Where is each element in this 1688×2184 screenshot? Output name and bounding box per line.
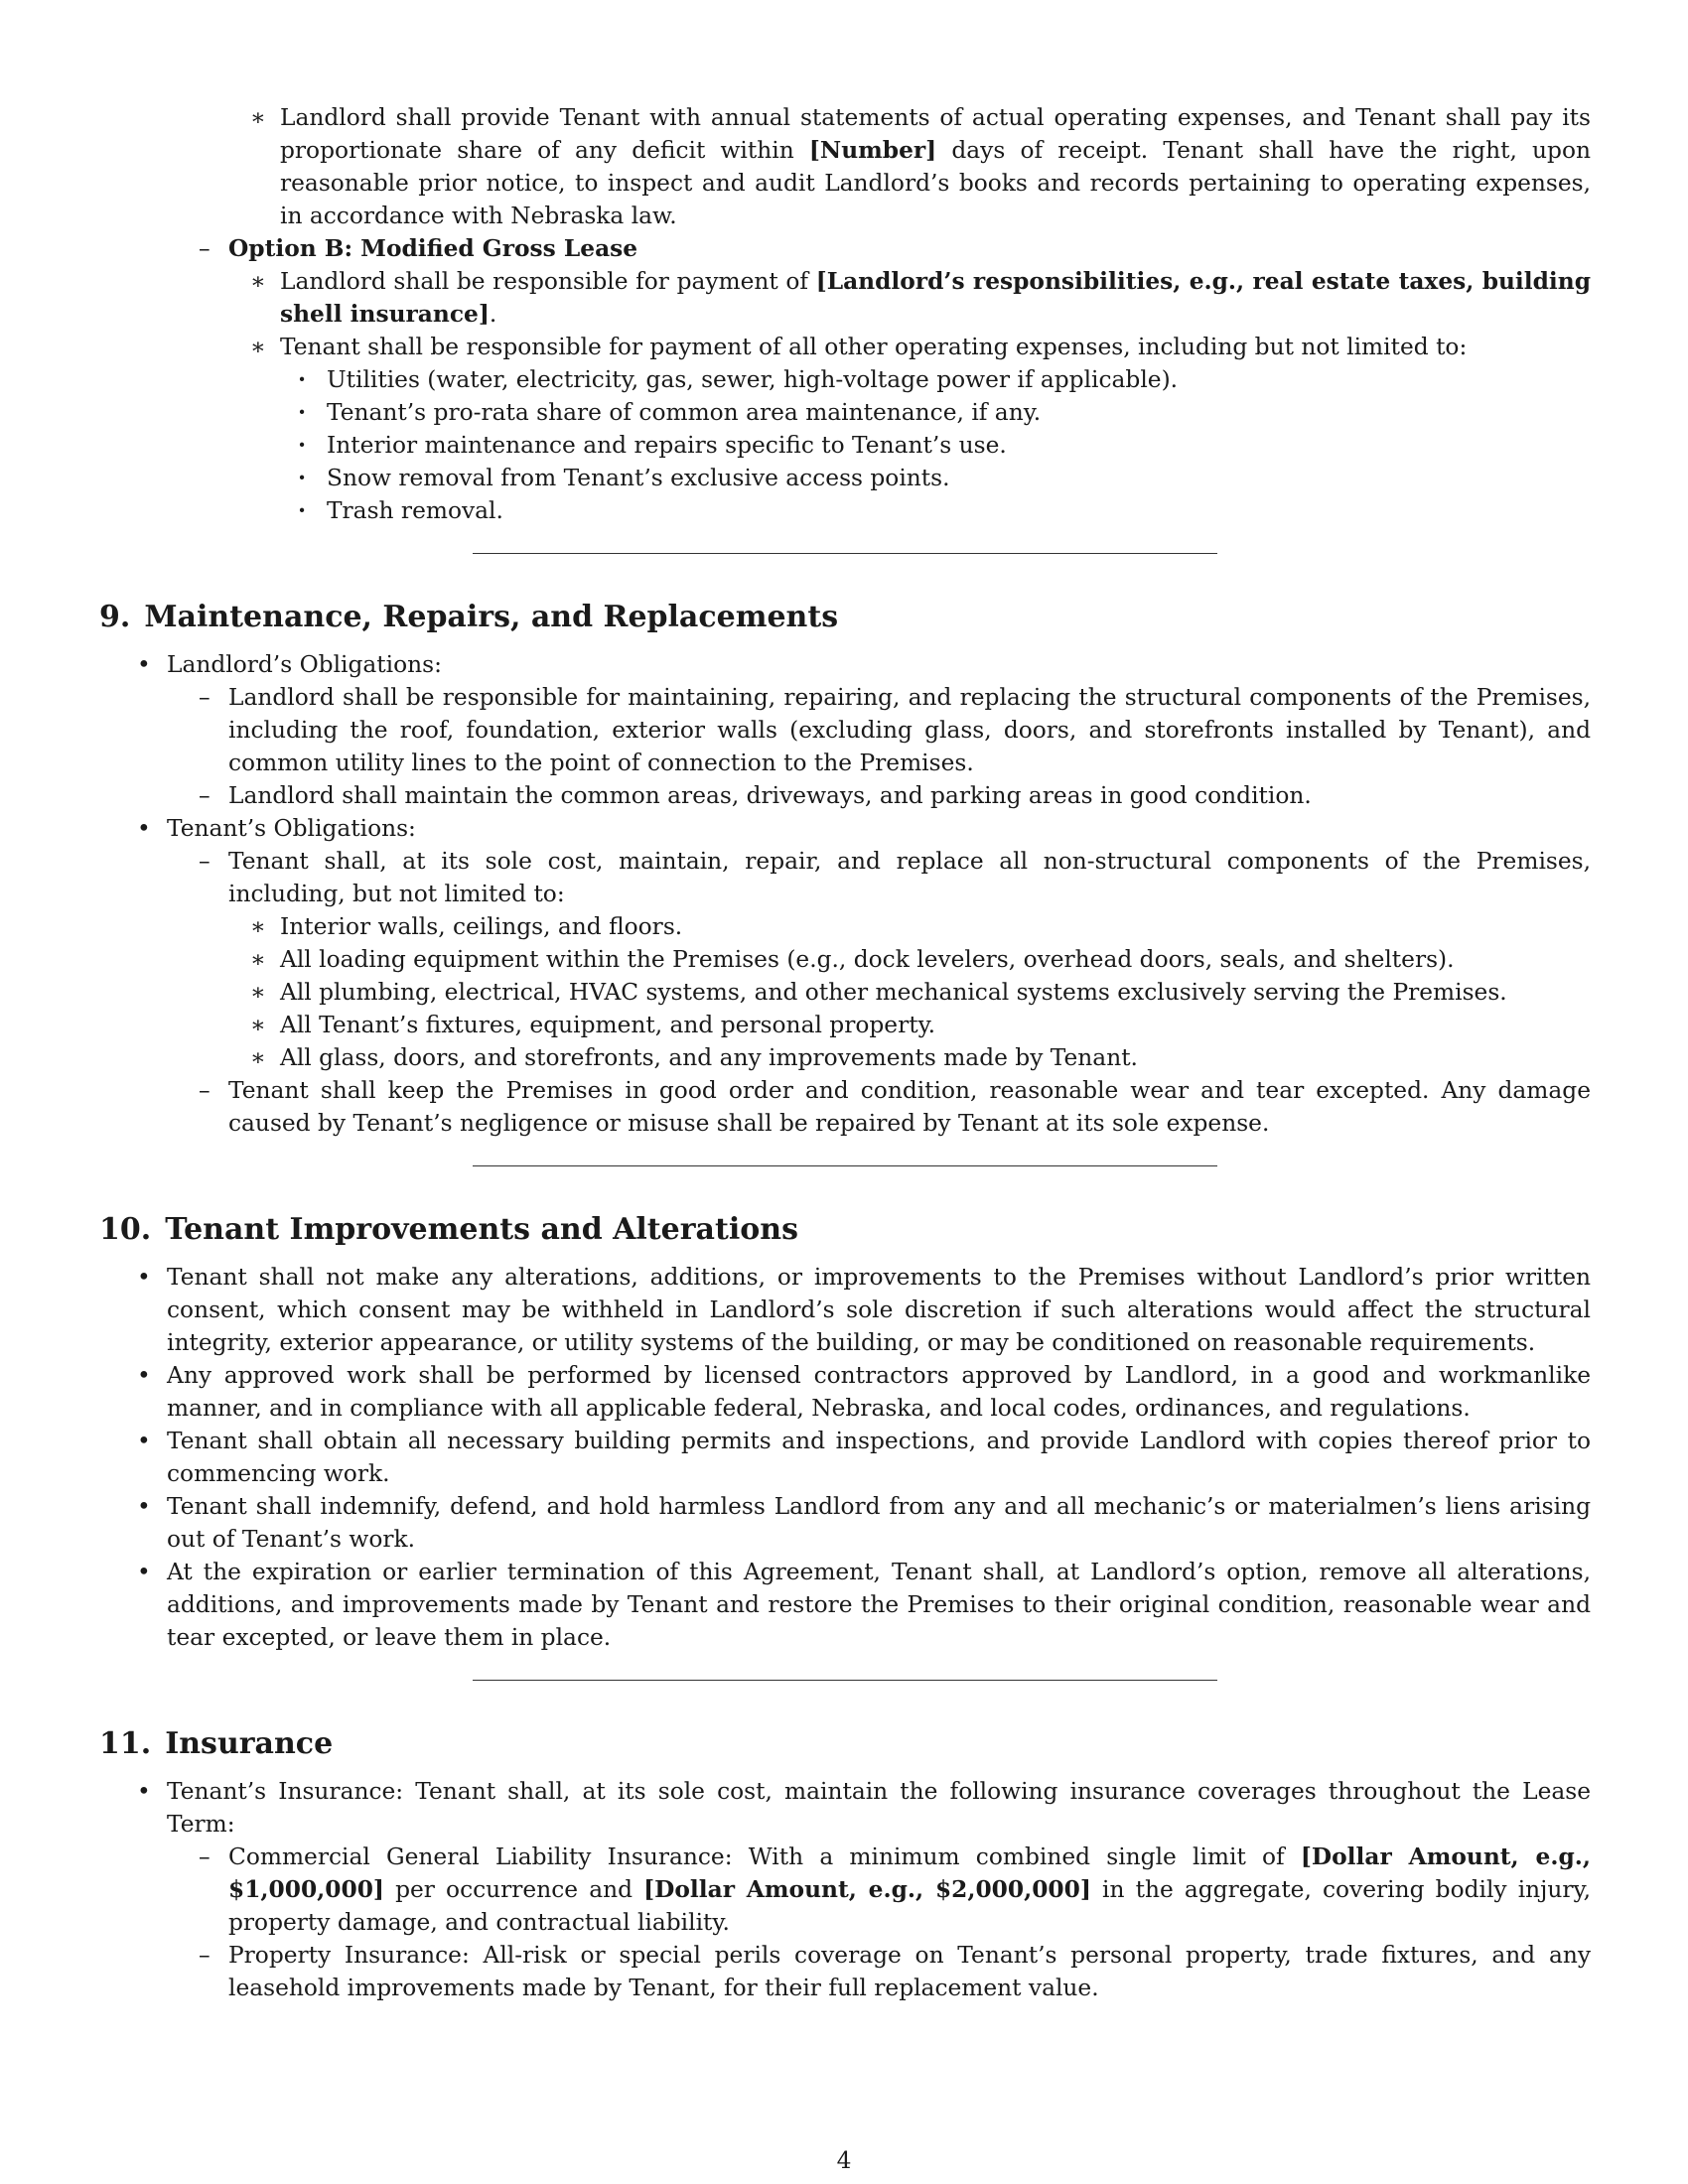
section-divider [473, 553, 1217, 554]
section-heading: 10. Tenant Improvements and Alterations [99, 1212, 798, 1247]
page-number: 4 [836, 2147, 852, 2174]
page-content [99, 101, 1591, 2004]
dash-marker: – [199, 684, 211, 711]
bullet-marker: • [137, 651, 151, 678]
list-item: • Landlord’s Obligations: [99, 648, 1591, 681]
bullet-marker: • [137, 1559, 151, 1585]
star-marker: ∗ [250, 104, 266, 131]
bullet-marker: • [137, 815, 151, 842]
bullet-marker: • [137, 1264, 151, 1291]
dash-marker: – [199, 1942, 211, 1969]
list-item: – Property Insurance: All-risk or special perils coverage on Tenant’s personal property, trade fixtures, and any leasehold improvements made by Tenant, for their full replacement value. [99, 1939, 1591, 2004]
list-item: ∗ Tenant shall be responsible for payment of all other operating expenses, including but not limited to: [99, 331, 1591, 363]
bullet-marker: • [137, 1778, 151, 1805]
list-item: ∗ All loading equipment within the Premises (e.g., dock levelers, overhead doors, seals, and shelters). [99, 943, 1591, 976]
list-item: • Tenant shall indemnify, defend, and hold harmless Landlord from any and all mechanic’s or materialmen’s liens arising out of Tenant’s work. [99, 1490, 1591, 1556]
list-item: – Commercial General Liability Insurance: With a minimum combined single limit of [Dollar Amount, e.g., $1,000,000] per occurrence and [Dollar Amount, e.g., $2,000,000] in the aggregate, covering bodily injury, property damage, and contractual liability. [99, 1841, 1591, 1939]
list-item: • Tenant shall obtain all necessary building permits and inspections, and provide Landlord with copies thereof prior to commencing work. [99, 1425, 1591, 1490]
list-item: • At the expiration or earlier termination of this Agreement, Tenant shall, at Landlord’s option, remove all alterations, additions, and improvements made by Tenant and restore the Premises to their original condition, reasonable wear and tear excepted, or leave them in place. [99, 1556, 1591, 1654]
list-item: ∗ All plumbing, electrical, HVAC systems, and other mechanical systems exclusively serving the Premises. [99, 976, 1591, 1009]
dash-marker: – [199, 1077, 211, 1104]
section-heading: 11. Insurance [99, 1726, 334, 1761]
dash-marker: – [199, 848, 211, 875]
dot-marker: · [298, 399, 307, 426]
star-marker: ∗ [250, 334, 266, 360]
dot-marker: · [298, 366, 307, 393]
list-item: ∗ Interior walls, ceilings, and floors. [99, 910, 1591, 943]
section-divider [473, 1680, 1217, 1681]
list-item: – Tenant shall keep the Premises in good order and condition, reasonable wear and tear excepted. Any damage caused by Tenant’s negligence or misuse shall be repaired by Tenant at its sole expense. [99, 1074, 1591, 1140]
list-item: · Utilities (water, electricity, gas, sewer, high-voltage power if applicable). [99, 363, 1591, 396]
list-item [99, 232, 1591, 265]
bullet-marker: • [137, 1362, 151, 1389]
list-item: • Tenant shall not make any alterations, additions, or improvements to the Premises without Landlord’s prior written consent, which consent may be withheld in Landlord’s sole discretion if such alterations would affect the structural integrity, exterior appearance, or utility systems of the building, or may be conditioned on reasonable requirements. [99, 1261, 1591, 1359]
list-item: – Landlord shall maintain the common areas, driveways, and parking areas in good condition. [99, 779, 1591, 812]
section-heading: 9. Maintenance, Repairs, and Replacements [99, 600, 839, 634]
bullet-marker: • [137, 1493, 151, 1520]
star-marker: ∗ [250, 1012, 266, 1038]
option-b-title: Option B: Modified Gross Lease [228, 235, 638, 262]
list-item: ∗ Landlord shall be responsible for payment of [Landlord’s responsibilities, e.g., real estate taxes, building shell insurance]. [99, 265, 1591, 331]
list-item: · Interior maintenance and repairs specific to Tenant’s use. [99, 429, 1591, 462]
dot-marker: · [298, 432, 307, 459]
section-divider [473, 1165, 1217, 1166]
list-item: • Tenant’s Obligations: [99, 812, 1591, 845]
list-item: · Tenant’s pro-rata share of common area maintenance, if any. [99, 396, 1591, 429]
dash-marker: – [199, 235, 211, 262]
dot-marker: · [298, 497, 307, 524]
dash-marker: – [199, 782, 211, 809]
list-item: ∗ All Tenant’s fixtures, equipment, and personal property. [99, 1009, 1591, 1041]
star-marker: ∗ [250, 268, 266, 295]
dot-marker: · [298, 465, 307, 491]
list-item: – Landlord shall be responsible for maintaining, repairing, and replacing the structural components of the Premises, including the roof, foundation, exterior walls (excluding glass, doors, and storefronts installed by Tenant), and common utility lines to the point of connection to the Premises. [99, 681, 1591, 779]
star-marker: ∗ [250, 946, 266, 973]
list-item: ∗ Landlord shall provide Tenant with annual statements of actual operating expenses, and Tenant shall pay its proportionate share of any deficit within [Number] days of receipt. Tenant shall have the right, upon reasonable prior notice, to inspect and audit Landlord’s books and records pertaining to operating expenses, in accordance with Nebraska law. [99, 101, 1591, 232]
star-marker: ∗ [250, 1044, 266, 1071]
star-marker: ∗ [250, 913, 266, 940]
bullet-marker: • [137, 1428, 151, 1454]
list-item: · Snow removal from Tenant’s exclusive access points. [99, 462, 1591, 494]
list-item: • Tenant’s Insurance: Tenant shall, at its sole cost, maintain the following insurance coverages throughout the Lease Term: [99, 1775, 1591, 1841]
star-marker: ∗ [250, 979, 266, 1006]
list-item: ∗ All glass, doors, and storefronts, and any improvements made by Tenant. [99, 1041, 1591, 1074]
list-item: · Trash removal. [99, 494, 1591, 527]
list-item: • Any approved work shall be performed by licensed contractors approved by Landlord, in a good and workmanlike manner, and in compliance with all applicable federal, Nebraska, and local codes, ordinances, and regulations. [99, 1359, 1591, 1425]
list-item: – Tenant shall, at its sole cost, maintain, repair, and replace all non-structural components of the Premises, including, but not limited to: [99, 845, 1591, 910]
dash-marker: – [199, 1843, 211, 1870]
